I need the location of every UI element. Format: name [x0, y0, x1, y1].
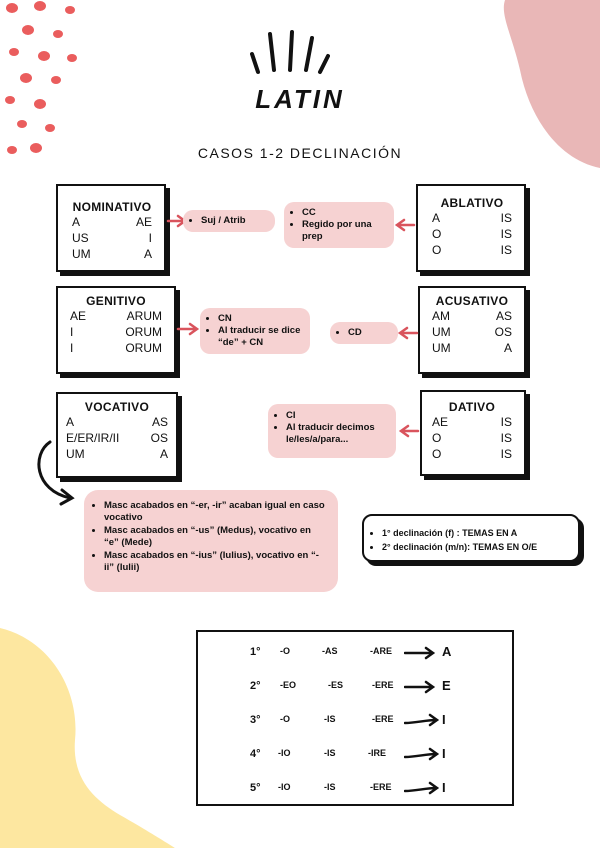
page-subtitle: CASOS 1-2 DECLINACIÓN	[197, 145, 403, 161]
ending-infinitive: -ERE	[370, 782, 392, 792]
ending-plural: IS	[500, 447, 512, 461]
summary-item: • 1° declinación (f) : TEMAS EN A	[382, 526, 572, 540]
ending-plural: A	[143, 247, 152, 261]
ending-infinitive: -IRE	[368, 748, 386, 758]
note-item: • CD	[348, 327, 392, 339]
page-title: LATIN	[255, 84, 345, 114]
conjugation-row	[198, 782, 516, 800]
acusativo-box	[418, 286, 526, 374]
arrow-right-icon	[404, 746, 440, 764]
case-title: GENITIVO	[86, 294, 146, 308]
ending-singular: UM	[66, 447, 85, 461]
nominativo-box	[56, 184, 166, 272]
ending-singular: UM	[72, 247, 91, 261]
ending-plural: IS	[500, 415, 512, 429]
conjugation-row	[198, 714, 516, 732]
ending-singular: I	[70, 341, 74, 355]
ending-plural: IS	[500, 211, 512, 225]
ending-singular: AE	[70, 309, 87, 323]
ending-plural: I	[148, 231, 152, 245]
ending-singular: A	[66, 415, 75, 429]
ending-plural: IS	[500, 227, 512, 241]
note-item: • Masc acabados en “-er, -ir” acaban igual en caso vocativo	[104, 500, 328, 524]
ending-singular: AM	[432, 309, 450, 323]
red-dots	[5, 1, 77, 154]
ending-plural: OS	[150, 431, 168, 445]
ending-first: -O	[280, 714, 290, 724]
ending-singular: I	[70, 325, 74, 339]
conjugation-number: 1°	[250, 646, 261, 658]
theme-vowel: I	[442, 712, 446, 727]
ending-plural: AS	[151, 415, 168, 429]
ending-plural: A	[159, 447, 168, 461]
ablativo-box	[416, 184, 526, 272]
ending-singular: O	[432, 431, 442, 445]
ending-first: -IO	[278, 748, 291, 758]
note-item: • CN	[218, 313, 304, 325]
ending-plural: AE	[135, 215, 152, 229]
curved-arrow-icon	[30, 440, 90, 510]
conjugation-number: 4°	[250, 748, 261, 760]
case-title: VOCATIVO	[84, 400, 150, 414]
conjugation-number: 2°	[250, 680, 261, 692]
arrow-right-icon	[404, 712, 440, 730]
ending-second: -IS	[324, 748, 336, 758]
ending-second: -IS	[324, 782, 336, 792]
ending-singular: US	[72, 231, 89, 245]
ending-first: -EO	[280, 680, 297, 690]
ending-plural: ARUM	[126, 309, 162, 323]
ending-second: -IS	[324, 714, 336, 724]
conjugation-number: 3°	[250, 714, 261, 726]
ending-infinitive: -ERE	[372, 680, 394, 690]
conjugation-row	[198, 646, 516, 664]
case-title: DATIVO	[448, 400, 496, 414]
ending-singular: O	[432, 227, 442, 241]
declension-summary	[362, 514, 580, 562]
theme-vowel: A	[442, 644, 452, 659]
arrow-right-icon	[404, 646, 436, 660]
theme-vowel: E	[442, 678, 451, 693]
ending-first: -O	[280, 646, 290, 656]
genitivo-note	[200, 308, 310, 354]
arrow-left-icon	[394, 218, 416, 232]
ending-plural: OS	[494, 325, 512, 339]
ending-infinitive: -ARE	[370, 646, 392, 656]
ending-second: -AS	[322, 646, 338, 656]
note-item: • Masc acabados en “-us” (Medus), vocativo en “e” (Mede)	[104, 525, 328, 549]
ending-singular: UM	[432, 341, 451, 355]
note-item: • Al traducir se dice “de” + CN	[218, 325, 304, 349]
note-item: • Regido por una prep	[302, 219, 388, 243]
note-item: • Masc acabados en “-ius” (Iulius), vocativo en “-ii” (Iulii)	[104, 550, 328, 574]
ending-plural: ORUM	[125, 341, 162, 355]
ending-singular: UM	[432, 325, 451, 339]
dativo-box	[420, 390, 526, 476]
theme-vowel: I	[442, 746, 446, 761]
ending-singular: O	[432, 447, 442, 461]
note-item: • Al traducir decimos le/les/a/para...	[286, 422, 390, 446]
case-title: ABLATIVO	[440, 196, 504, 210]
acusativo-note	[330, 322, 398, 344]
ending-first: -IO	[278, 782, 291, 792]
ending-plural: A	[503, 341, 512, 355]
ending-singular: E/ER/IR/II	[66, 431, 120, 445]
ending-plural: IS	[500, 243, 512, 257]
ending-plural: ORUM	[125, 325, 162, 339]
arrow-right-icon	[176, 322, 200, 336]
ending-singular: A	[432, 211, 441, 225]
arrow-right-icon	[404, 680, 436, 694]
ending-singular: AE	[432, 415, 449, 429]
sun-rays-icon	[250, 28, 330, 76]
note-item: • CC	[302, 207, 388, 219]
ablativo-note	[284, 202, 394, 248]
conjugation-number: 5°	[250, 782, 261, 794]
case-title: NOMINATIVO	[72, 200, 152, 214]
ending-singular: A	[72, 215, 81, 229]
note-item: • Suj / Atrib	[201, 215, 269, 227]
genitivo-box	[56, 286, 176, 374]
arrow-left-icon	[398, 424, 420, 438]
case-title: ACUSATIVO	[435, 294, 509, 308]
conjugation-table	[196, 630, 514, 806]
summary-item: • 2° declinación (m/n): TEMAS EN O/E	[382, 540, 572, 554]
ending-singular: O	[432, 243, 442, 257]
ending-second: -ES	[328, 680, 344, 690]
ending-infinitive: -ERE	[372, 714, 394, 724]
ending-plural: IS	[500, 431, 512, 445]
dativo-note	[268, 404, 396, 458]
conjugation-row	[198, 680, 516, 698]
yellow-blob-bottom-left	[0, 628, 175, 848]
note-item: • CI	[286, 410, 390, 422]
conjugation-row	[198, 748, 516, 766]
arrow-right-icon	[404, 780, 440, 798]
arrow-left-icon	[397, 326, 419, 340]
nominativo-note	[183, 210, 275, 232]
theme-vowel: I	[442, 780, 446, 795]
ending-plural: AS	[495, 309, 512, 323]
vocativo-note	[84, 490, 338, 592]
